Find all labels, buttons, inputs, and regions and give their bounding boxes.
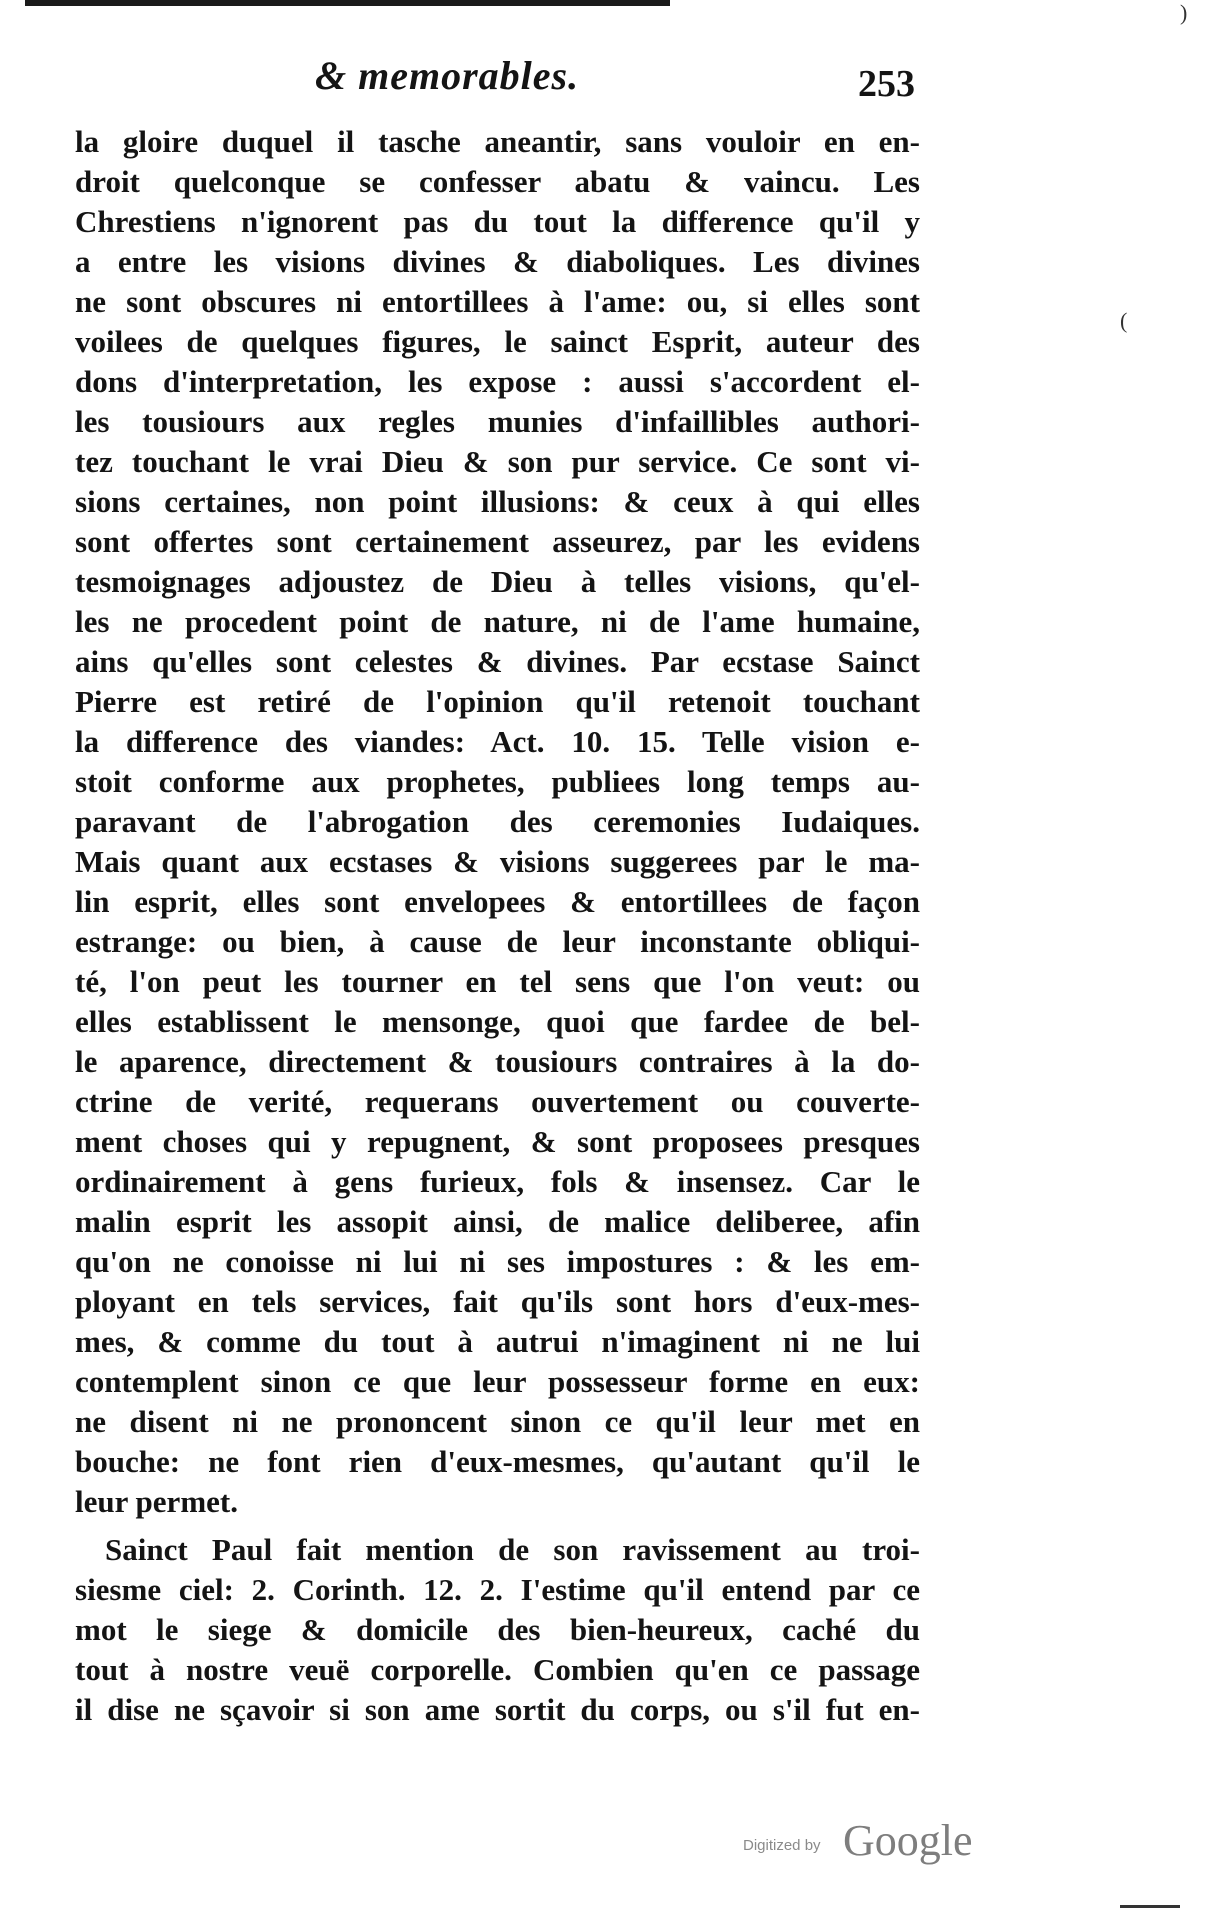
text-line: elles establissent le mensonge, quoi que fardee de bel- [75,1004,920,1039]
text-line: estrange: ou bien, à cause de leur inconstante obliqui- [75,924,920,959]
digitization-watermark [743,1815,1003,1875]
margin-mark: ( [1120,308,1128,333]
text-line: ctrine de verité, requerans ouvertement ou couverte- [75,1084,920,1119]
text-line: le aparence, directement & tousiours contraires à la do- [75,1044,920,1079]
text-line: dons d'interpretation, les expose : aussi s'accordent el- [75,364,920,399]
text-line: Sainct Paul fait mention de son ravissement au troi- [105,1532,920,1567]
text-line: ordinairement à gens furieux, fols & insensez. Car le [75,1164,920,1199]
text-line: leur permet. [75,1484,238,1519]
text-line: ne disent ni ne prononcent sinon ce qu'il leur met en [75,1404,920,1439]
text-line: ains qu'elles sont celestes & divines. Par ecstase Sainct [75,644,920,679]
text-line: lin esprit, elles sont envelopees & entortillees de façon [75,884,920,919]
text-line: voilees de quelques figures, le sainct Esprit, auteur des [75,324,920,359]
text-line: paravant de l'abrogation des ceremonies Iudaiques. [75,804,920,839]
text-line: a entre les visions divines & diaboliques. Les divines [75,244,920,279]
google-logo: Google [843,1816,973,1865]
text-line: ployant en tels services, fait qu'ils sont hors d'eux-mes- [75,1284,920,1319]
text-line: tez touchant le vrai Dieu & son pur service. Ce sont vi- [75,444,920,479]
running-title: & memorables. [315,53,580,98]
text-line: qu'on ne conoisse ni lui ni ses impostures : & les em- [75,1244,920,1279]
text-line: Mais quant aux ecstases & visions suggerees par le ma- [75,844,920,879]
margin-mark: ) [1180,0,1188,25]
text-line: malin esprit les assopit ainsi, de malice deliberee, afin [75,1204,920,1239]
text-line: contemplent sinon ce que leur possesseur forme en eux: [75,1364,920,1399]
text-line: siesme ciel: 2. Corinth. 12. 2. I'estime qu'il entend par ce [75,1572,920,1607]
text-line: Chrestiens n'ignorent pas du tout la difference qu'il y [75,204,920,239]
text-line: stoit conforme aux prophetes, publiees long temps au- [75,764,920,799]
page-header [75,52,915,122]
page-number: 253 [858,63,915,105]
text-line: mes, & comme du tout à autrui n'imaginent ni ne lui [75,1324,920,1359]
text-line: ment choses qui y repugnent, & sont proposees presques [75,1124,920,1159]
text-line: droit quelconque se confesser abatu & vaincu. Les [75,164,920,199]
text-line: la gloire duquel il tasche aneantir, sans vouloir en en- [75,124,920,159]
text-line: la difference des viandes: Act. 10. 15. Telle vision e- [75,724,920,759]
text-line: bouche: ne font rien d'eux-mesmes, qu'autant qu'il le [75,1444,920,1479]
text-line: tout à nostre veuë corporelle. Combien qu'en ce passage [75,1652,920,1687]
text-line: tesmoignages adjoustez de Dieu à telles visions, qu'el- [75,564,920,599]
text-line: les tousiours aux regles munies d'infaillibles authori- [75,404,920,439]
body-text [75,122,920,1730]
text-line: Pierre est retiré de l'opinion qu'il retenoit touchant [75,684,920,719]
text-line: sont offertes sont certainement asseurez, par les evidens [75,524,920,559]
top-edge-rule [25,0,670,6]
text-line: sions certaines, non point illusions: & ceux à qui elles [75,484,920,519]
text-line: il dise ne sçavoir si son ame sortit du corps, ou s'il fut en- [75,1692,920,1727]
corner-rule [1120,1905,1180,1908]
digitized-by-label: Digitized by [743,1837,821,1854]
text-line: mot le siege & domicile des bien-heureux, caché du [75,1612,920,1647]
text-line: té, l'on peut les tourner en tel sens que l'on veut: ou [75,964,920,999]
paragraph-gap [75,1522,920,1530]
text-line: ne sont obscures ni entortillees à l'ame: ou, si elles sont [75,284,920,319]
text-line: les ne procedent point de nature, ni de l'ame humaine, [75,604,920,639]
